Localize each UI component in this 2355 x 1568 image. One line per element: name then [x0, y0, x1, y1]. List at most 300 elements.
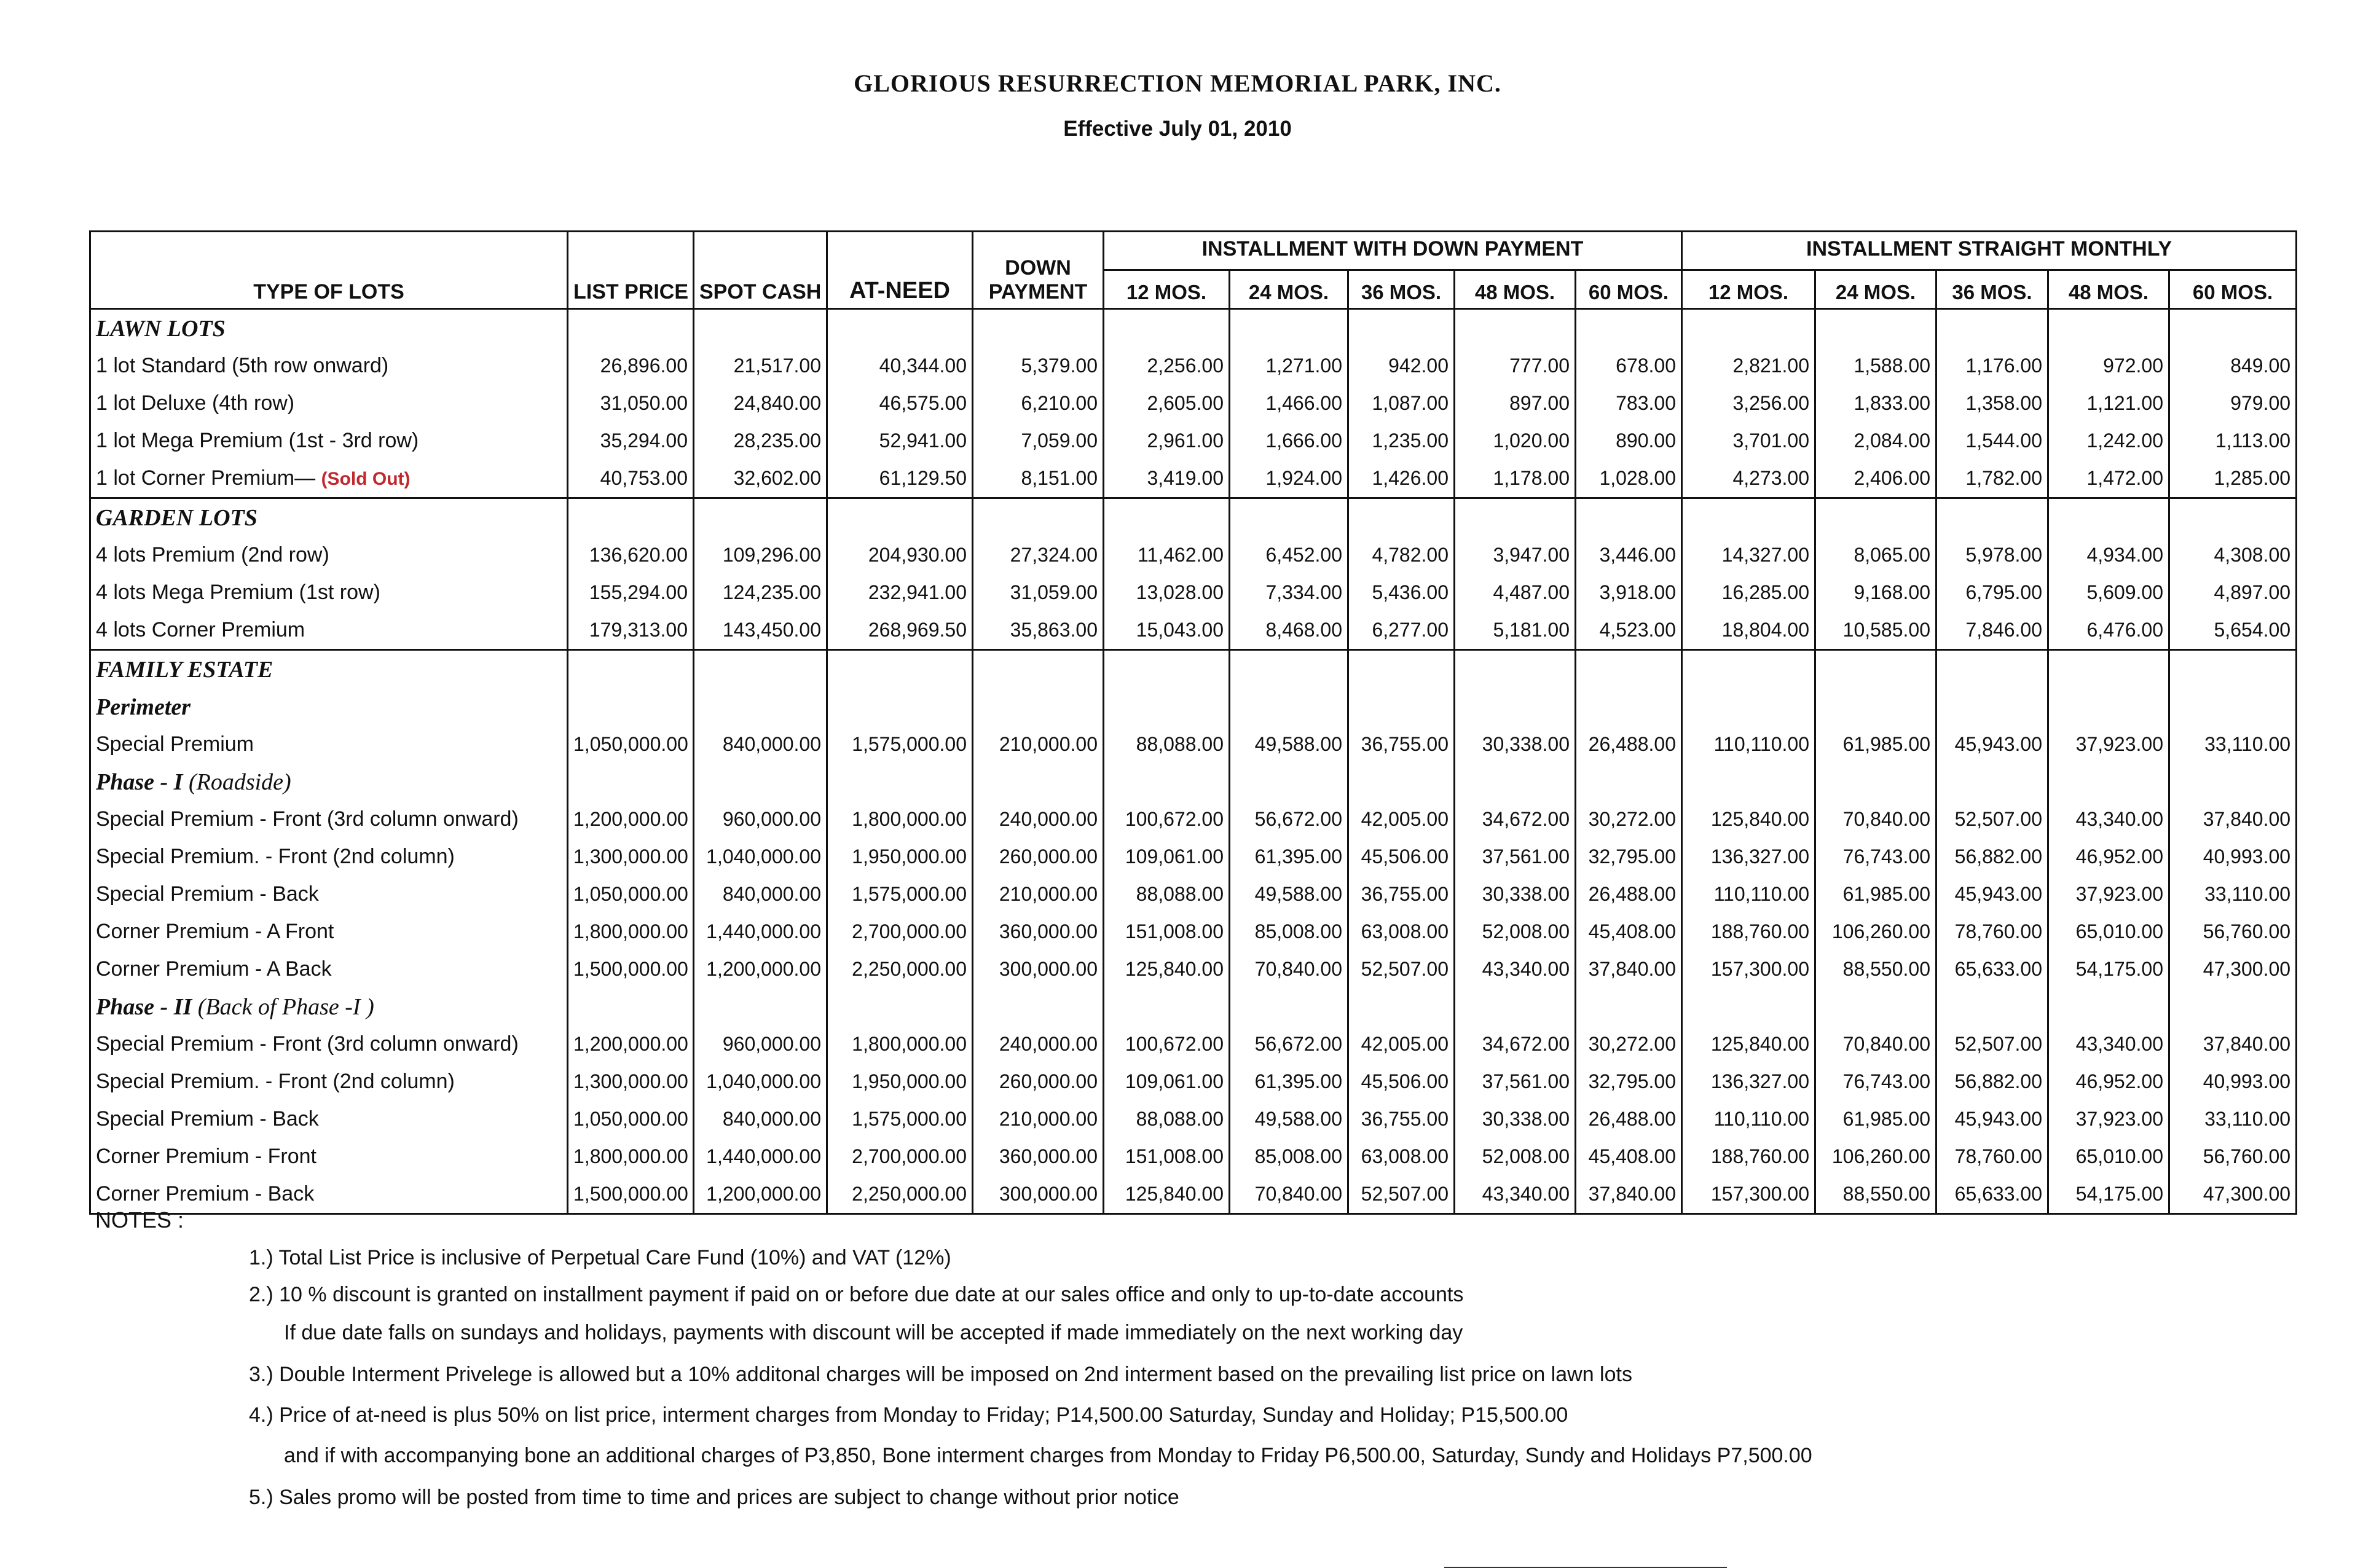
table-row: [90, 460, 2297, 498]
price-cell: 1,235.00: [1348, 422, 1455, 460]
empty-cell: [1104, 650, 1230, 689]
empty-cell: [1104, 688, 1230, 726]
price-cell: 3,256.00: [1682, 385, 1815, 422]
empty-cell: [1230, 688, 1348, 726]
price-cell: 78,760.00: [1936, 1138, 2048, 1175]
empty-cell: [1230, 650, 1348, 689]
lot-type-label: Special Premium - Front (3rd column onward): [96, 1032, 519, 1056]
price-cell: 8,151.00: [973, 460, 1104, 498]
price-cell: 47,300.00: [2169, 951, 2297, 988]
price-cell: 1,440,000.00: [694, 913, 827, 951]
price-cell: 849.00: [2169, 347, 2297, 385]
price-cell: 52,941.00: [827, 422, 973, 460]
table-row: [90, 1063, 2297, 1100]
empty-cell: [827, 498, 973, 537]
empty-cell: [1576, 688, 1682, 726]
price-cell: 49,588.00: [1230, 1100, 1348, 1138]
section-family-estate: FAMILY ESTATE: [90, 650, 568, 689]
lot-type-label: Special Premium - Back: [96, 1107, 319, 1131]
price-cell: 56,760.00: [2169, 1138, 2297, 1175]
lot-type-label: 1 lot Mega Premium (1st - 3rd row): [96, 429, 419, 452]
section-phase-1-title: Phase - I: [96, 769, 183, 795]
price-cell: 260,000.00: [973, 838, 1104, 876]
price-cell: 1,588.00: [1815, 347, 1936, 385]
empty-cell: [1936, 688, 2048, 726]
lot-type-label: 1 lot Corner Premium—: [96, 466, 316, 490]
price-cell: 188,760.00: [1682, 1138, 1815, 1175]
price-cell: 37,840.00: [2169, 801, 2297, 838]
empty-cell: [2169, 309, 2297, 348]
section-phase-2-subtitle: (Back of Phase -I ): [197, 994, 374, 1020]
price-cell: 42,005.00: [1348, 801, 1455, 838]
price-cell: 26,488.00: [1576, 1100, 1682, 1138]
price-cell: 3,947.00: [1455, 536, 1576, 574]
price-cell: 1,285.00: [2169, 460, 2297, 498]
price-cell: 30,272.00: [1576, 801, 1682, 838]
section-phase-2: [90, 988, 568, 1025]
price-cell: 5,436.00: [1348, 574, 1455, 611]
lot-type-label: Corner Premium - A Back: [96, 957, 332, 981]
empty-cell: [1230, 763, 1348, 801]
price-cell: 1,950,000.00: [827, 1063, 973, 1100]
price-cell: 56,882.00: [1936, 1063, 2048, 1100]
lot-type-cell: [90, 347, 568, 385]
sold-out-badge: (Sold Out): [321, 469, 411, 489]
price-cell: 5,978.00: [1936, 536, 2048, 574]
note-4: 4.) Price of at-need is plus 50% on list price, interment charges from Monday to Friday; P14,500.00 Saturday, Sunday and Holiday; P15,500.00: [249, 1403, 1568, 1427]
price-cell: 188,760.00: [1682, 913, 1815, 951]
price-cell: 78,760.00: [1936, 913, 2048, 951]
price-cell: 960,000.00: [694, 801, 827, 838]
price-cell: 2,700,000.00: [827, 1138, 973, 1175]
price-cell: 268,969.50: [827, 611, 973, 650]
price-cell: 2,961.00: [1104, 422, 1230, 460]
lot-type-label: Corner Premium - A Front: [96, 920, 334, 943]
price-cell: 3,446.00: [1576, 536, 1682, 574]
price-cell: 10,585.00: [1815, 611, 1936, 650]
header-wd-24: 24 MOS.: [1230, 270, 1348, 309]
price-cell: 35,863.00: [973, 611, 1104, 650]
lot-type-label: 1 lot Standard (5th row onward): [96, 354, 389, 377]
price-cell: 45,408.00: [1576, 913, 1682, 951]
empty-cell: [568, 988, 694, 1025]
empty-cell: [694, 688, 827, 726]
empty-cell: [1348, 498, 1455, 537]
price-cell: 6,277.00: [1348, 611, 1455, 650]
price-cell: 43,340.00: [1455, 951, 1576, 988]
price-cell: 45,506.00: [1348, 838, 1455, 876]
price-cell: 179,313.00: [568, 611, 694, 650]
empty-cell: [694, 498, 827, 537]
price-cell: 24,840.00: [694, 385, 827, 422]
header-at-need: AT-NEED: [827, 232, 973, 309]
price-cell: 30,338.00: [1455, 1100, 1576, 1138]
price-cell: 3,701.00: [1682, 422, 1815, 460]
note-2-continued: If due date falls on sundays and holidays, payments with discount will be accepted if made immediately on the next working day: [284, 1321, 1463, 1344]
lot-type-cell: [90, 460, 568, 498]
price-cell: 40,993.00: [2169, 1063, 2297, 1100]
section-lawn-lots: LAWN LOTS: [90, 309, 568, 348]
price-cell: 678.00: [1576, 347, 1682, 385]
price-cell: 56,760.00: [2169, 913, 2297, 951]
header-spot-cash: SPOT CASH: [694, 232, 827, 309]
price-cell: 37,923.00: [2048, 876, 2169, 913]
price-cell: 13,028.00: [1104, 574, 1230, 611]
lot-type-cell: [90, 1100, 568, 1138]
lot-type-cell: [90, 1025, 568, 1063]
empty-cell: [568, 688, 694, 726]
price-cell: 33,110.00: [2169, 726, 2297, 763]
price-cell: 1,472.00: [2048, 460, 2169, 498]
empty-cell: [1936, 309, 2048, 348]
price-cell: 26,896.00: [568, 347, 694, 385]
price-cell: 70,840.00: [1230, 951, 1348, 988]
price-cell: 1,782.00: [1936, 460, 2048, 498]
price-cell: 47,300.00: [2169, 1175, 2297, 1214]
header-installment-straight: INSTALLMENT STRAIGHT MONTHLY: [1682, 232, 2297, 270]
price-cell: 5,181.00: [1455, 611, 1576, 650]
price-cell: 36,755.00: [1348, 876, 1455, 913]
note-2: 2.) 10 % discount is granted on installment payment if paid on or before due date at our sales office and only to up-to-date accounts: [249, 1283, 1464, 1306]
price-cell: 1,358.00: [1936, 385, 2048, 422]
effective-date: Effective July 01, 2010: [1063, 117, 1292, 141]
table-row: [90, 726, 2297, 763]
price-cell: 65,633.00: [1936, 1175, 2048, 1214]
price-cell: 37,840.00: [1576, 951, 1682, 988]
price-cell: 76,743.00: [1815, 838, 1936, 876]
empty-cell: [973, 498, 1104, 537]
empty-cell: [2169, 988, 2297, 1025]
price-cell: 106,260.00: [1815, 913, 1936, 951]
lot-type-cell: [90, 574, 568, 611]
price-cell: 1,666.00: [1230, 422, 1348, 460]
price-cell: 109,061.00: [1104, 838, 1230, 876]
price-cell: 4,934.00: [2048, 536, 2169, 574]
price-cell: 232,941.00: [827, 574, 973, 611]
table-row: [90, 1138, 2297, 1175]
empty-cell: [1455, 498, 1576, 537]
price-cell: 1,050,000.00: [568, 1100, 694, 1138]
empty-cell: [2169, 763, 2297, 801]
header-sm-60: 60 MOS.: [2169, 270, 2297, 309]
lot-type-label: Special Premium. - Front (2nd column): [96, 845, 455, 868]
price-cell: 1,300,000.00: [568, 1063, 694, 1100]
empty-cell: [2169, 498, 2297, 537]
header-sm-24: 24 MOS.: [1815, 270, 1936, 309]
price-cell: 783.00: [1576, 385, 1682, 422]
price-cell: 1,200,000.00: [694, 951, 827, 988]
price-cell: 2,256.00: [1104, 347, 1230, 385]
price-cell: 1,050,000.00: [568, 726, 694, 763]
price-cell: 3,419.00: [1104, 460, 1230, 498]
price-cell: 1,500,000.00: [568, 951, 694, 988]
empty-cell: [973, 988, 1104, 1025]
table-row: [90, 347, 2297, 385]
empty-cell: [2048, 988, 2169, 1025]
price-cell: 61,129.50: [827, 460, 973, 498]
price-cell: 61,985.00: [1815, 876, 1936, 913]
empty-cell: [2048, 309, 2169, 348]
empty-cell: [568, 309, 694, 348]
section-perimeter: Perimeter: [90, 688, 568, 726]
lot-type-cell: [90, 951, 568, 988]
price-cell: 45,943.00: [1936, 726, 2048, 763]
price-cell: 35,294.00: [568, 422, 694, 460]
price-cell: 33,110.00: [2169, 1100, 2297, 1138]
empty-cell: [1815, 763, 1936, 801]
price-cell: 1,028.00: [1576, 460, 1682, 498]
empty-cell: [1348, 650, 1455, 689]
empty-cell: [1348, 688, 1455, 726]
empty-cell: [1230, 309, 1348, 348]
price-cell: 840,000.00: [694, 1100, 827, 1138]
price-cell: 49,588.00: [1230, 726, 1348, 763]
header-sm-12: 12 MOS.: [1682, 270, 1815, 309]
table-row: [90, 801, 2297, 838]
price-cell: 7,059.00: [973, 422, 1104, 460]
price-cell: 124,235.00: [694, 574, 827, 611]
price-cell: 125,840.00: [1682, 801, 1815, 838]
price-cell: 360,000.00: [973, 1138, 1104, 1175]
header-wd-36: 36 MOS.: [1348, 270, 1455, 309]
price-cell: 45,408.00: [1576, 1138, 1682, 1175]
price-cell: 360,000.00: [973, 913, 1104, 951]
price-cell: 43,340.00: [2048, 1025, 2169, 1063]
price-cell: 6,476.00: [2048, 611, 2169, 650]
empty-cell: [1104, 763, 1230, 801]
price-cell: 1,200,000.00: [568, 801, 694, 838]
price-cell: 32,795.00: [1576, 838, 1682, 876]
price-cell: 63,008.00: [1348, 1138, 1455, 1175]
price-cell: 1,113.00: [2169, 422, 2297, 460]
empty-cell: [1936, 650, 2048, 689]
empty-cell: [973, 650, 1104, 689]
price-cell: 1,200,000.00: [694, 1175, 827, 1214]
price-cell: 840,000.00: [694, 726, 827, 763]
price-cell: 136,327.00: [1682, 838, 1815, 876]
price-cell: 76,743.00: [1815, 1063, 1936, 1100]
price-cell: 157,300.00: [1682, 951, 1815, 988]
price-cell: 1,426.00: [1348, 460, 1455, 498]
price-cell: 125,840.00: [1104, 951, 1230, 988]
lot-type-cell: [90, 422, 568, 460]
price-cell: 300,000.00: [973, 951, 1104, 988]
price-cell: 34,672.00: [1455, 1025, 1576, 1063]
empty-cell: [1682, 498, 1815, 537]
price-cell: 65,010.00: [2048, 1138, 2169, 1175]
price-cell: 2,084.00: [1815, 422, 1936, 460]
price-cell: 1,178.00: [1455, 460, 1576, 498]
price-cell: 210,000.00: [973, 1100, 1104, 1138]
price-cell: 56,882.00: [1936, 838, 2048, 876]
price-cell: 61,395.00: [1230, 1063, 1348, 1100]
price-cell: 8,065.00: [1815, 536, 1936, 574]
price-cell: 36,755.00: [1348, 726, 1455, 763]
empty-cell: [1104, 498, 1230, 537]
price-cell: 4,273.00: [1682, 460, 1815, 498]
price-cell: 2,406.00: [1815, 460, 1936, 498]
empty-cell: [973, 688, 1104, 726]
empty-cell: [1104, 309, 1230, 348]
price-cell: 70,840.00: [1230, 1175, 1348, 1214]
note-3: 3.) Double Interment Privelege is allowed but a 10% additonal charges will be imposed on 2nd interment based on the prevailing list price on lawn lots: [249, 1363, 1632, 1386]
empty-cell: [1348, 988, 1455, 1025]
price-cell: 1,950,000.00: [827, 838, 973, 876]
price-cell: 979.00: [2169, 385, 2297, 422]
lot-type-cell: [90, 611, 568, 650]
price-cell: 110,110.00: [1682, 876, 1815, 913]
price-cell: 7,334.00: [1230, 574, 1348, 611]
price-cell: 54,175.00: [2048, 1175, 2169, 1214]
price-cell: 4,782.00: [1348, 536, 1455, 574]
empty-cell: [1815, 309, 1936, 348]
price-cell: 143,450.00: [694, 611, 827, 650]
table-row: [90, 1025, 2297, 1063]
price-cell: 37,923.00: [2048, 726, 2169, 763]
table-row: [90, 574, 2297, 611]
empty-cell: [973, 763, 1104, 801]
price-cell: 18,804.00: [1682, 611, 1815, 650]
price-cell: 1,924.00: [1230, 460, 1348, 498]
price-cell: 56,672.00: [1230, 801, 1348, 838]
empty-cell: [694, 763, 827, 801]
price-cell: 56,672.00: [1230, 1025, 1348, 1063]
price-cell: 45,943.00: [1936, 876, 2048, 913]
price-cell: 6,795.00: [1936, 574, 2048, 611]
price-cell: 5,379.00: [973, 347, 1104, 385]
price-cell: 1,271.00: [1230, 347, 1348, 385]
empty-cell: [1576, 498, 1682, 537]
lot-type-label: Special Premium - Back: [96, 882, 319, 906]
price-cell: 26,488.00: [1576, 876, 1682, 913]
lot-type-label: Special Premium: [96, 732, 254, 756]
empty-cell: [1682, 309, 1815, 348]
price-cell: 16,285.00: [1682, 574, 1815, 611]
empty-cell: [568, 498, 694, 537]
price-cell: 942.00: [1348, 347, 1455, 385]
price-cell: 61,985.00: [1815, 726, 1936, 763]
price-cell: 1,575,000.00: [827, 876, 973, 913]
price-cell: 61,985.00: [1815, 1100, 1936, 1138]
price-cell: 1,575,000.00: [827, 726, 973, 763]
price-cell: 2,250,000.00: [827, 1175, 973, 1214]
lot-type-cell: [90, 876, 568, 913]
table-row: [90, 422, 2297, 460]
lot-type-cell: [90, 1063, 568, 1100]
empty-cell: [1815, 988, 1936, 1025]
empty-cell: [1682, 688, 1815, 726]
lot-type-label: Corner Premium - Front: [96, 1145, 316, 1168]
price-cell: 1,242.00: [2048, 422, 2169, 460]
price-cell: 40,993.00: [2169, 838, 2297, 876]
empty-cell: [1576, 650, 1682, 689]
price-cell: 5,609.00: [2048, 574, 2169, 611]
price-cell: 40,344.00: [827, 347, 973, 385]
price-cell: 46,575.00: [827, 385, 973, 422]
price-cell: 4,897.00: [2169, 574, 2297, 611]
lot-type-cell: [90, 913, 568, 951]
lot-type-label: 4 lots Mega Premium (1st row): [96, 581, 380, 604]
price-cell: 31,059.00: [973, 574, 1104, 611]
document-title: GLORIOUS RESURRECTION MEMORIAL PARK, INC.: [854, 69, 1501, 97]
empty-cell: [1815, 650, 1936, 689]
lot-type-cell: [90, 385, 568, 422]
table-row: [90, 611, 2297, 650]
lot-type-label: 1 lot Deluxe (4th row): [96, 391, 295, 415]
empty-cell: [1348, 763, 1455, 801]
empty-cell: [827, 650, 973, 689]
price-cell: 240,000.00: [973, 1025, 1104, 1063]
price-cell: 88,088.00: [1104, 876, 1230, 913]
price-cell: 972.00: [2048, 347, 2169, 385]
table-row: [90, 951, 2297, 988]
empty-cell: [1682, 650, 1815, 689]
price-cell: 37,561.00: [1455, 838, 1576, 876]
price-cell: 7,846.00: [1936, 611, 2048, 650]
price-cell: 21,517.00: [694, 347, 827, 385]
lot-type-cell: [90, 1138, 568, 1175]
price-cell: 4,523.00: [1576, 611, 1682, 650]
price-cell: 85,008.00: [1230, 913, 1348, 951]
price-cell: 52,008.00: [1455, 1138, 1576, 1175]
notes-label: NOTES :: [95, 1207, 184, 1233]
lot-type-cell: [90, 801, 568, 838]
header-type-of-lots: TYPE OF LOTS: [90, 232, 568, 309]
price-cell: 4,308.00: [2169, 536, 2297, 574]
empty-cell: [2048, 498, 2169, 537]
price-cell: 5,654.00: [2169, 611, 2297, 650]
price-cell: 1,800,000.00: [827, 1025, 973, 1063]
empty-cell: [694, 988, 827, 1025]
empty-cell: [1815, 498, 1936, 537]
empty-cell: [1455, 763, 1576, 801]
empty-cell: [1682, 988, 1815, 1025]
empty-cell: [1455, 988, 1576, 1025]
header-sm-36: 36 MOS.: [1936, 270, 2048, 309]
price-cell: 37,923.00: [2048, 1100, 2169, 1138]
section-phase-1-subtitle: (Roadside): [188, 769, 291, 795]
note-5: 5.) Sales promo will be posted from time to time and prices are subject to change without prior notice: [249, 1486, 1179, 1509]
note-4-continued: and if with accompanying bone an additional charges of P3,850, Bone interment charges from Monday to Friday P6,500.00, Saturday, Sundy and Holidays P7,500.00: [284, 1444, 1812, 1467]
price-cell: 155,294.00: [568, 574, 694, 611]
empty-cell: [2169, 650, 2297, 689]
price-cell: 31,050.00: [568, 385, 694, 422]
price-cell: 1,440,000.00: [694, 1138, 827, 1175]
price-cell: 1,040,000.00: [694, 838, 827, 876]
price-cell: 8,468.00: [1230, 611, 1348, 650]
price-cell: 1,176.00: [1936, 347, 2048, 385]
price-cell: 52,507.00: [1936, 801, 2048, 838]
empty-cell: [827, 309, 973, 348]
price-cell: 204,930.00: [827, 536, 973, 574]
price-cell: 63,008.00: [1348, 913, 1455, 951]
lot-type-label: Special Premium - Front (3rd column onward): [96, 807, 519, 831]
price-cell: 109,061.00: [1104, 1063, 1230, 1100]
price-cell: 1,800,000.00: [568, 913, 694, 951]
price-cell: 1,050,000.00: [568, 876, 694, 913]
section-phase-2-title: Phase - II: [96, 994, 192, 1020]
empty-cell: [1230, 988, 1348, 1025]
empty-cell: [1348, 309, 1455, 348]
price-cell: 40,753.00: [568, 460, 694, 498]
empty-cell: [1576, 309, 1682, 348]
price-cell: 2,605.00: [1104, 385, 1230, 422]
empty-cell: [2048, 688, 2169, 726]
price-cell: 32,795.00: [1576, 1063, 1682, 1100]
price-table: [89, 230, 2297, 1215]
price-cell: 2,821.00: [1682, 347, 1815, 385]
price-cell: 49,588.00: [1230, 876, 1348, 913]
